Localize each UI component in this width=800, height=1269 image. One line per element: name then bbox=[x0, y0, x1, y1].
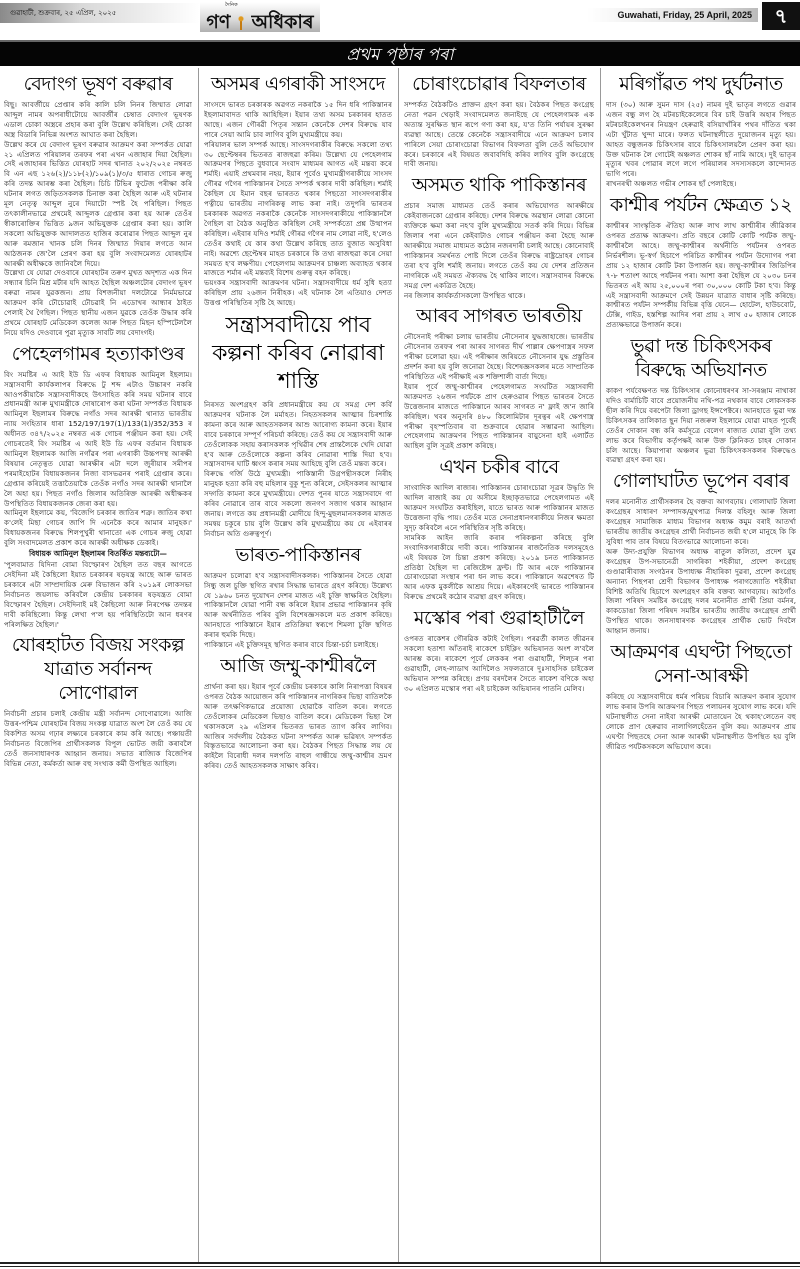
story-paragraph: সামৰিক আইন জাৰি কৰাৰ পৰিকল্পনা কৰিছে বুলি সংবাদিকগৰাকীয়ে দাবী কৰে। পাকিস্তানৰ ৰাজনৈতিক দলসমূহেও এই বিষয়ক লৈ চিন্তা প্ৰকাশ কৰিছে। ২০১৯ চনত পাকিস্তানত প্ৰতিষ্ঠা হৈছিল দা ৰেজিষ্টেন্স ফ্ৰন্ট। টি আৰ এফে পাকিস্তানৰ চোৰাংচোৱা সংস্থাৰ পৰা ধন লাভ কৰে। পাকিস্তানে অৱশেষত টি আৰ এফক মুকলীকৈ আশ্ৰয় দিয়ে। এইকাৰণেই ভাৰতে পাকিস্তানৰ বিৰুদ্ধে প্ৰথমেই কঠোৰ ব্যৱস্থা গ্ৰহণ কৰিছে। bbox=[404, 532, 594, 602]
logo-word-right: অধিকাৰ bbox=[251, 11, 314, 33]
story-paragraph: ইয়াৰ পূৰ্বে জম্মু-কাশ্মীৰৰ পেহেলগামত সংঘটিত সন্ত্ৰাসবাদী আক্ৰমণত ২৬জন পৰ্যটকে প্ৰাণ হেৰুওৱাৰ পিছত ভাৰতৰ সৈতে উত্তেজনাৰ মাজতে পাকিস্তানে আৰব সাগৰত ন' ফ্লাই জ'ন জাৰি কৰিছিল। খবৰ অনুসৰি ৪৮০ কিলোমিটাৰ দূৰত্বৰ এই ক্ষেপণাস্ত্ৰ পৰীক্ষা বৃহস্পতিবাৰ বা শুক্ৰবাৰে হোৱাৰ সম্ভাৱনা আছিল। পেহেলগাম আক্ৰমণৰ পিছত পাকিস্তানৰ বায়ুসেনা হাই এলাৰ্টত আছিল বুলি সূত্ৰই প্ৰকাশ কৰিছে। bbox=[404, 381, 594, 451]
story-paragraph: 'পুলবামাত যিদিনা বোমা বিস্ফোৰণ হৈছিল তত বছৰ আগতে সেইদিনা মই কৈছিলো ইয়াত চৰকাৰৰ ষড়যন্ত্ৰ আছে আৰু ভাৰত চৰকাৰে এটা সাম্প্ৰদায়িক মেৰু বিভাজন কৰি ২০১৯ৰ লোকসভা নিৰ্বাচনত জয়লাভ কৰিবলৈ কেন্দ্ৰীয় চৰকাৰৰ ষড়যন্ত্ৰত বোমা বিস্ফোৰণ হৈছিল। সেইদিনাই মই কৈছিলো আৰু নিৰপেক্ষ তদন্তৰ দাবী কৰিছিলো। কিন্তু লেখা প'ল হয় পৰিস্থিতিটো আন ধৰণৰ পৰিলক্ষিত হৈছিল।' bbox=[4, 560, 192, 629]
headline[interactable]: আৰব সাগৰত ভাৰতীয় bbox=[416, 305, 582, 328]
story-intelligence-failure[interactable] bbox=[404, 72, 594, 169]
logo-tagline: দৈনিক bbox=[225, 2, 238, 8]
story-morigaon-accident[interactable] bbox=[606, 72, 796, 189]
story-paragraph: ওপৰত ৰাকেশৰ গৌৰৱিক কটাই গৈছিল। পৰৱৰ্তী কালত জীৱনৰ সকলো হতাশা আঁতৰাই ৰাকেশে চাইক্লিং অভিযানত অংশ ল'বলৈ আৰম্ভ কৰে। ৰাকেশে পূৰ্বে লেককৰ পৰা গুৱাহাটী, শিল্চৰ পৰা গুৱাহাটী, লেহ-লাডাখ আদিলৈও সফলতাৰে দুঃসাহসিক চাইকেল অভিযান সম্পন্ন কৰিছে। প্ৰণয় বৰদলৈৰ সৈতে ৰাকেশ বণিকে অহা ৩০ এপ্ৰিলত মস্কোৰ পৰা এই চাইকেল অভিযানৰ পাতনি মেলিব। bbox=[404, 634, 594, 693]
story-paragraph: আক্ৰমণ চলোৱা হ'ব সন্ত্ৰাসবাদীসকলক। পাকিস্তানৰ সৈতে হোৱা সিন্ধু জল চুক্তি স্থগিত ৰখাৰ সিদ্ধান্ত ভাৰতে গ্ৰহণ কৰিছে। উল্লেখ্য যে ১৯৬০ চনত দুয়োখন দেশৰ মাজত এই চুক্তি স্বাক্ষৰিত হৈছিল। পাকিস্তানলৈ যোৱা পানী বন্ধ কৰিলে ইয়াৰ প্ৰভাৱ পাকিস্তানৰ কৃষি আৰু অৰ্থনীতিত পৰিব বুলি বিশেষজ্ঞসকলে মত প্ৰকাশ কৰিছে। আনহাতে পাকিস্তানে ইয়াৰ প্ৰতিক্ৰিয়া স্বৰূপে শিমলা চুক্তি স্থগিত কৰাৰ হুমকি দিছে। bbox=[204, 570, 392, 640]
newspaper-logo bbox=[200, 2, 320, 32]
story-paragraph: উল্লেখ্য যে যোৱা দেওবাৰে যোৰহাটৰ তৰুণ মুখত অদৃশ্যত এক দিন সন্ধ্যাৰ চিনি মিশ্ৰ মৰ্টাৰ যদি আহত হৈছিল অঞ্চলটোৰ বেদাংগ ভূষণ বৰুৱা নামৰ যুৱকজন। প্ৰায় বিশজনীয়া দলটোৱে নিৰ্মমভাৱে আক্ৰমণ কৰি ঢৌচোৱাই ঢৌচৱাই নি এডোখৰ আন্ধাৰ ঠাইত পেলাই থৈ গৈছিল। পিছত স্থানীয় এজন যুৱকে তেওঁক উদ্ধাৰ কৰি প্ৰথমে যোৰহাট মেডিকেল কলেজ আৰু পিছত মিছন হস্পিটেললৈ নিয়ে যদিও দেওবাৰে পুৱা মৃত্যুক সাবটি লয় বেদাংগই। bbox=[4, 268, 192, 337]
column-1 bbox=[4, 68, 192, 1263]
headline[interactable]: গোলাঘাটত ভূপেন বৰাৰ bbox=[612, 470, 790, 493]
story-for-a-chair[interactable] bbox=[404, 455, 594, 602]
story-paragraph: বিং সমষ্টিৰ এ আই ইউ ডি এফৰ বিধায়ক আমিনুল ইছলাম। সন্ত্ৰাসবাদী কাৰ্যকলাপৰ বিৰুদ্ধে টু শব্দ এটাও উচ্চাৰণ নকৰি আওপকীয়াকৈ সন্ত্ৰাসবাদীকহে উৎসাহিত কৰি সময় ঘটনাৰ বাবে প্ৰধানমন্ত্ৰী আৰু মুখ্যমন্ত্ৰীকে দোষাৰোপ কৰা ঘটনা সম্পৰ্কত বিধায়ক আমিনুল ইছলামৰ বিৰুদ্ধে নগাঁও সদৰ আৰক্ষী থানাত ভাৰতীয় ন্যায় সংহিতাৰ ধাৰা 152/197/197(1)/133(1)/352/353 ৰ অধীনত ৩৪৭/২০২৫ নম্বৰত এক গোচৰ পঞ্জীয়ন কৰা হয়। সেই গোচৰতেই বিং সমষ্টিৰ এ আই ইউ ডি এফৰ বৰ্তমান বিধায়ক আমিনুল ইছলামক আজি নগাঁৱৰ পৰা এগৰাকী উচ্চপদস্থ আৰক্ষী বিষয়াৰ নেতৃত্বত যোৱা আৰক্ষীৰ এটা দলে জুৰীয়াৰ সমীপৰ পৰমাইহোটৰ বিধায়কজনৰ নিজা বাসভৱনৰ পৰাই গ্ৰেপ্তাৰ কৰে। গ্ৰেপ্তাৰ কৰিয়েই তত্তাতৈয়াকৈ তেওঁক নগাঁও সদৰ আৰক্ষী থানালৈ লৈ অহা হয়। পিছত নগাঁও জিলাৰ অতিৰিক্ত আৰক্ষী অধীক্ষকৰ উপস্থিতিত বিধায়কজনক জেৰা কৰা হয়। bbox=[4, 369, 192, 508]
story-paragraph: নিৰসত অংশগ্ৰহণ কৰি প্ৰধানমন্ত্ৰীয়ে কয় যে সমগ্ৰ দেশ কৰ্বি আক্ৰমণৰ ঘটনাক লৈ মৰ্মাহত। নিহতসকলৰ আত্মাৰ চিৰশান্তি কামনা কৰে আৰু আহতসকলৰ আশু আৰোগ্য কামনা কৰে। ইয়াৰ বাবে চৰকাৰে সম্পূৰ্ণ পৰিচৰ্যা কৰিছে। তেওঁ কয় যে সন্ত্ৰাসবাদী আৰু তেওঁলোকক সহায় কৰাসকলক পৃথিৱীৰ শেষ প্ৰান্তলৈকে খেদি যোৱা হ'ব আৰু তেওঁলোকে কল্পনা কৰিব নোৱাৰা শাস্তি দিয়া হ'ব। সন্ত্ৰাসবাদৰ ঘাটি ধ্বংস কৰাৰ সময় আহিছে বুলি তেওঁ মন্তব্য কৰে। bbox=[204, 400, 392, 469]
story-paragraph: নৰ জিলাৰ কাৰ্যকৰ্তাসকলো উপস্থিত থাকে। bbox=[404, 290, 526, 300]
story-paragraph: বিছু। আবৰ্জীয়ে প্ৰেপ্তাৰ কৰি কালি চলি নিনৰ জিম্মাত লোৱা আব্দুল নামৰ অপৰাধীটোয়ে আবৰ্জীৰ চেম্বাত বেদাংগ ভূষণক এডাল চোকা অস্ত্ৰৰে প্ৰহাৰ কৰা বুলি উল্লেখ কৰিছিল। সেই চোকা অস্ত্ৰ বিডাৰি নিভিন্ন অংশত আঘাত কৰা হৈছিল। bbox=[4, 100, 192, 139]
story-moscow-guwahati[interactable] bbox=[404, 606, 594, 693]
story-paragraph: প্ৰচাৰ সমাজ মাধ্যমত তেওঁ কৰাৰ অভিযোগত আৰক্ষীয়ে কেইবাজনকো গ্ৰেপ্তাৰ কৰিছে। দেশৰ বিৰুদ্ধে অৱস্থান লোৱা কোনো ব্যক্তিকে ক্ষমা কৰা নহ'ব বুলি মুখ্যমন্ত্ৰীয়ে সতৰ্ক কৰি দিয়ে। বিভিন্ন জিলাৰ পৰা এনে কেইবাটাও গোচৰ পঞ্জীয়ন কৰা হৈছে আৰু আৰক্ষীয়ে সমাজ মাধ্যমত কঠোৰ নজৰদাৰী চলাই আছে। কোনোবাই পাকিস্তানৰ সমৰ্থনত পোষ্ট দিলে তেওঁৰ বিৰুদ্ধে ৰাষ্ট্ৰদ্ৰোহৰ গোচৰ তৰা হ'ব বুলি শৰ্মাই জনায়। লগতে তেওঁ কয় যে দেশৰ প্ৰতিজন নাগৰিকে এই সময়ত ঐক্যবদ্ধ হৈ থাকিব লাগে। সন্ত্ৰাসবাদৰ বিৰুদ্ধে সমগ্ৰ দেশ একত্ৰিত হৈছে। bbox=[404, 201, 594, 290]
headline[interactable]: যোৰহাটত বিজয় সংকল্প যাত্ৰাত সৰ্বানন্দ সোণোৱাল bbox=[11, 634, 185, 705]
story-arabian-sea[interactable] bbox=[404, 304, 594, 451]
page-bottom-rule bbox=[0, 1262, 800, 1267]
headline[interactable]: আজি জম্মু-কাশ্মীৰলৈ bbox=[220, 654, 376, 677]
story-paragraph: কৰিছে যে সন্ত্ৰাসবাদীয়ে ধৰ্মৰ পৰিচয় বিচাৰি আক্ৰমণ কৰাৰ সুযোগ লাভ কৰাৰ উপৰি আক্ৰমণৰ পিছত পলায়নৰ সুযোগ লাভ কৰে। যদি ঘটনাস্থলীত সেনা নাইবা আৰক্ষী মোতায়েন হৈ থকাহ'লেতেন বহু লোকে প্ৰাণ হেৰুৱাব নালাগিলহেঁতেন বুলি কয়। আক্ৰমণৰ প্ৰায় এঘণ্টা পিছতহে সেনা আৰু আৰক্ষী ঘটনাস্থলীত উপস্থিত হয় বুলি জীৱিত পৰ্যটকসকলে অভিযোগ কৰে। bbox=[606, 692, 796, 751]
headline[interactable]: সন্ত্ৰাসবাদীয়ে পাব কল্পনা কৰিব নোৱাৰা শাস্তি bbox=[212, 313, 384, 395]
story-paragraph: ৰাখনৰথী অঞ্চলত গভীৰ শোকৰ ছাঁ পেলাইছে। bbox=[606, 179, 737, 189]
story-paragraph: উল্লেখ কৰে যে বেদাংগ ভূষণ বৰুৱাৰ আক্ৰমণ কৰা সম্পৰ্কত যোৱা ২১ এপ্ৰিলত পৰিয়ালৰ তৰফৰ পৰা এখন এজাহাৰ দিয়া হৈছিল। সেই এজাহাৰৰ ভিত্তিত যোৰহাট সদৰ থানাত ২০২/২০২৫ নম্বৰত বি এন এছ ১২৬(২)/১১৮(২)/১০৯(১)/৩/৫ ধাৰাত গোচৰ ৰুজু কৰি তদন্ত আৰম্ভ কৰা হৈছিল। চিচি টিভিৰ ফুটেজ পৰীক্ষা কৰি ঘটনাৰ লগত জড়িতসকলক চিনাক্ত কৰা হৈছিল আৰু এই ঘটনাৰ মূল নেতৃত্ব আব্দুল নুৰে দিয়াটো স্পষ্ট হৈ পৰিছিল। পিছত তৎকালীনভাৱে প্ৰথমেই আব্দুলক গ্ৰেপ্তাৰ কৰা হয় আৰু তেওঁৰ স্বীকাৰোক্তিৰ ভিত্তিত ৯জন অভিযুক্তক গ্ৰেপ্তাৰ কৰা হয়। কালি সকলো অভিযুক্তক আদালতত হাজিৰ কৰোৱাৰ পিছত আব্দুল নুৰ আৰু ৰমজান খানক চলি দিনৰ জিম্মাত দিয়াৰ লগতে আন আঠজনক জে'লৈ প্ৰেৰণ কৰা হয় বুলি সংবাদমেলত যোৰহাটৰ আৰক্ষী অধীক্ষকে জানিবলৈ দিয়ে। bbox=[4, 139, 192, 268]
story-terrorists-punishment[interactable] bbox=[204, 312, 392, 539]
headline[interactable]: চোৰাংচোৱাৰ বিফলতাৰ bbox=[412, 73, 586, 95]
story-pakistan-in-assam[interactable] bbox=[404, 173, 594, 300]
headline[interactable]: আক্ৰমণৰ এঘণ্টা পিছতো সেনা-আৰক্ষী bbox=[610, 641, 792, 688]
story-paragraph: সাংসদে ভাৰত চৰকাৰক অৱগত নকৰাকৈ ১৫ দিন ধৰি পাকিস্তানৰ ইছলামাবাদত থাকি আহিছিল। ইয়াৰ তথ্য অসম চৰকাৰৰ হাতত আছে। এজন গৌৰৱী পিতৃৰ সন্তান কেনেকৈ দেশৰ বিৰুদ্ধে যাব পাৰে সেয়া আমি চাব লাগিব বুলি মুখ্যমন্ত্ৰীয়ে কয়। bbox=[204, 100, 392, 139]
story-paragraph: বিৰুদ্ধে গৰ্জি উঠে মুখ্যমন্ত্ৰী। পাকিস্তানী উগ্ৰপন্থীসকলে নিৰীহ মানুহক হত্যা কৰি বহু মহিলাৰ বুকু শূন্য কৰিলে, সেইসকলৰ আত্মাৰ সদ্গতি কামনা কৰে মুখ্যমন্ত্ৰীয়ে। দেশত পুনৰ যাতে সন্ত্ৰাসবাদে গা কৰিব নোৱাৰে তাৰ বাবে সকলো জনগণ সজাগ থকাৰ আহ্বান জনায়। লগতে কয় প্ৰধানমন্ত্ৰী মোদীয়ে হিন্দু-মুছলমানসকলৰ মাজত সমন্বয় চকুৰে চায় বুলি উল্লেখ কৰি মুখ্যমন্ত্ৰীয়ে কয় যে এইবাৰৰ নিৰ্বাচন অতি গুৰুত্বপূৰ্ণ। bbox=[204, 469, 392, 538]
column-divider bbox=[198, 68, 199, 1263]
story-assam-mp[interactable] bbox=[204, 72, 392, 308]
story-pahalgam-killing[interactable] bbox=[4, 342, 192, 630]
column-4 bbox=[606, 68, 796, 1263]
story-paragraph: পাকিস্তানে এই চুক্তিসমূহ স্থগিত কৰাৰ বাবে চিন্তা-চৰ্চা চলাইছে। bbox=[204, 640, 379, 650]
logo-wordmark bbox=[200, 8, 320, 40]
headline[interactable]: অসমৰ এগৰাকী সাংসদে bbox=[210, 73, 386, 95]
headline[interactable]: পেহেলগামৰ হত্যাকাণ্ডৰ bbox=[11, 342, 185, 365]
logo-word-left: গণ bbox=[206, 11, 231, 33]
story-paragraph: নিৰ্বাচনী প্ৰচাৰ চলাই কেন্দ্ৰীয় মন্ত্ৰী সৰ্বানন্দ সোণোৱালে। আজি উত্তৰ-পশ্চিম যোৰহাটৰ বিজয় সংকল্প যাত্ৰাত অংশ লৈ তেওঁ কয় যে বিকশিত অসম গঢ়াৰ লক্ষ্যৰে চৰকাৰে কাম কৰি আছে। পঞ্চায়তী নিৰ্বাচনত বিজেপিৰ প্ৰাৰ্থীসকলক বিপুল ভোটত জয়ী কৰাবলৈ তেওঁ জনসাধাৰণক আহ্বান জনায়। সভাত ৰাজ্যিক বিজেপিৰ বিভিন্ন নেতা, কৰ্মকৰ্তা আৰু বহু সংখ্যক কৰ্মী উপস্থিত আছিল। bbox=[4, 709, 192, 768]
story-paragraph: সম্পৰ্কত বৈঠকটিও প্ৰাক্তন গ্ৰহণ কৰা হয়। বৈঠকৰ পিছত কংগ্ৰেছ নেতা পৱন খেড়াই সংবাদমেলত জনাইছে যে পেহেলগামক এক অত্যন্ত সুৰক্ষিত স্থান ৰূপে গণ্য কৰা হয়, য'ত তিনি পৰ্যায়ৰ সুৰক্ষা ব্যৱস্থা আছে। তেন্তে কেনেকৈ সন্ত্ৰাসবাদীয়ে এনে আক্ৰমণ চলাব পাৰিলে সেয়া চোৰাংচোৱা বিভাগৰ বিফলতা বুলি তেওঁ অভিযোগ কৰে। চৰকাৰে এই বিষয়ত জবাবদিহি কৰিব লাগিব বুলি কংগ্ৰেছে দাবী জনায়। bbox=[404, 100, 594, 169]
story-paragraph: আমিনুল ইছলামে কয়, 'বিজেপি চৰকাৰ জাতিৰ শত্ৰু। জাতিৰ কথা ক'লেই মিছা গোচৰ জাপি দি এনেকৈ কৰে আমাৰ মানুহক।' বিধায়কজনৰ বিৰুদ্ধে শিলপুখুৰী থানাতো এক গোচৰ ৰুজু হোৱা বুলি সংবাদমেলত প্ৰকাশ কৰে আৰক্ষী অধীক্ষক ডেকাই। bbox=[4, 508, 192, 548]
story-paragraph: দাস (৩০) আৰু সুমন দাস (২৫) নামৰ দুই ভাতৃৰ লগতে গুৱাৰ এজন বন্ধু লগ হৈ মটৰচাইকেলেৰে বিৰ চাই উত্তৰি অহাৰ পিছত মটৰচাইকেলখনৰ নিয়ন্ত্ৰণ হেৰুৱাই বসিয়াখাঁৰিৰ পথৰ দাঁতিত থকা এটা খুঁটাত খুন্দা মাৰে। ফলত ঘটনাস্থলীতে দুয়োজনৰ মৃত্যু হয়। আহত বন্ধুজনক চিকিৎসাৰ বাবে চিকিৎসালয়লৈ প্ৰেৰণ কৰা হয়। উক্ত ঘটনাক লৈ গোটেই অঞ্চলত শোকৰ ছাঁ নামি আহে। দুই ভাতৃৰ মৃত্যুৰ খবৰ পোৱাৰ লগে লগে পৰিয়ালৰ সদস্যসকলে কান্দোনত ভাগি পৰে। bbox=[606, 100, 796, 179]
story-army-police-late[interactable] bbox=[606, 640, 796, 751]
headline[interactable]: বেদাংগ ভূষণ বৰুৱাৰ bbox=[23, 73, 173, 95]
page-number: ৭ bbox=[762, 2, 800, 30]
story-paragraph: নৌসেনাই পৰীক্ষা চলায় ভাৰতীয় নৌসেনাৰ যুদ্ধজাহাজে। ভাৰতীয় নৌসেনাৰ তৰফৰ পৰা আৰব সাগৰত দীৰ্ঘ পাল্লাৰ ক্ষেপণাস্ত্ৰৰ সফল পৰীক্ষা চলোৱা হয়। এই পৰীক্ষাৰ জৰিয়তে নৌসেনাৰ যুদ্ধ প্ৰস্তুতিৰ প্ৰদৰ্শন কৰা হয় বুলি জনোৱা হৈছে। বিশেষজ্ঞসকলৰ মতে সাম্প্ৰতিক পৰিস্থিতিত এই পৰীক্ষাই এক শক্তিশালী বাৰ্তা দিছে। bbox=[404, 332, 594, 382]
masthead bbox=[0, 0, 800, 40]
headline[interactable]: মৰিগাঁৱত পথ দুৰ্ঘটনাত bbox=[619, 73, 783, 95]
date-english: Guwahati, Friday, 25 April, 2025 bbox=[587, 8, 758, 22]
story-fake-dentist[interactable] bbox=[606, 334, 796, 465]
date-assamese: গুৱাহাটী, শুক্ৰবাৰ, ২৫ এপ্ৰিল, ২০২৫ bbox=[0, 3, 200, 23]
headline[interactable]: ভুৱা দন্ত চিকিৎসকৰ বিৰুদ্ধে অভিযানত bbox=[630, 335, 772, 382]
story-paragraph: ভয়ংকৰ সন্ত্ৰাসবাদী আক্ৰমণৰ ঘটনা। সন্ত্ৰাসবাদীয়ে ধৰ্ম সুধি হত্যা কৰিছিল প্ৰায় ২৬জন নিৰীহক। এই ঘটনাক লৈ এতিয়াও দেশত উত্তপ্ত পৰিস্থিতিৰ সৃষ্টি হৈ আছে। bbox=[204, 278, 392, 308]
headline[interactable]: কাশ্মীৰ পৰ্যটন ক্ষেত্ৰত ১২ bbox=[610, 194, 792, 217]
headline[interactable]: অসমত থাকি পাকিস্তানৰ bbox=[411, 174, 587, 197]
column-divider bbox=[600, 68, 601, 1263]
story-paragraph: সাংবাদিক আদিল ৰাজাৰ। পাকিস্তানৰ চোৰাংচোৱা সূত্ৰৰ উদ্ধৃতি দি আদিল ৰাজাই কয় যে অসীমে ইচ্ছাকৃতভাৱে পেহেলগামত এই আক্ৰমণ সংঘটিত কৰাইছিল, যাতে ভাৰত আৰু পাকিস্তানৰ মাজত উত্তেজনা বৃদ্ধি পায়। তেওঁৰ মতে সেনাপ্ৰধানগৰাকীয়ে নিজৰ ক্ষমতা সুদৃঢ় কৰিবলৈ এনে পৰিস্থিতিৰ সৃষ্টি কৰিছে। bbox=[404, 483, 594, 532]
story-paragraph: পৰিয়ালৰ ভাল সম্পৰ্ক আছে। সাংসদগৰাকীৰ বিৰুদ্ধে সকলো তথ্য ৩০ ছেপ্টেম্বৰৰ ভিতৰত ৰাজহুৱা কৰিম। উল্লেখ্য যে পেহেলগাম আক্ৰমণৰ পিছতে বুধবাৰে সংবাদ মাধ্যমৰ আগত এই মন্তব্য কৰে শৰ্মাই। এয়াই প্ৰথমবাৰ নহয়, ইয়াৰ পূৰ্বেও মুখ্যমন্ত্ৰীগৰাকীয়ে সাংসদ গৌৰৱ গগৈৰ পাকিস্তানৰ সৈতে সম্পৰ্ক থকাৰ দাবী কৰিছিল। শৰ্মাই কৈছিল যে ইমান বছৰ ভাৰতত থকাৰ পিছতো সাংসদগৰাকীৰ পত্নীয়ে ভাৰতীয় নাগৰিকত্ব লাভ কৰা নাই। তদুপৰি ভাৰতৰ চৰকাৰক অৱগত নকৰাকৈ কেনেকৈ সাংসদগৰাকীয়ে পাকিস্তানলৈ গৈছিল বা বৈঠক অনুষ্ঠিত কৰিছিল সেই সম্পৰ্কতো প্ৰশ্ন উত্থাপন কৰিছিল। এইবাৰ যদিও শৰ্মাই গৌৰৱ গগৈৰ নাম লোৱা নাই, হ'লেও তেওঁৰ কথাই যে কাৰ কথা উল্লেখ কৰিছে তাত বুজাত অসুবিধা নাই। অৱশ্যে ছেপ্টেম্বৰ মাহত চৰকাৰে কি তথ্য ৰাজহুৱা কৰে সেয়া সময়ত হ'ব লক্ষণীয়। পেহেলগাম আক্ৰমণৰ চাঞ্চল্য অব্যাহত থকাৰ মাজতে শৰ্মাৰ এই মন্তব্যই বিশেষ গুৰুত্ব বহন কৰিছে। bbox=[204, 139, 392, 278]
story-jammu-kashmir-today[interactable] bbox=[204, 654, 392, 771]
story-paragraph: অৰু উদ্য-প্ৰযুক্তি বিভাগৰ অধ্যক্ষ ৰাতুল কলিতা, প্ৰদেশ যুৱ কংগ্ৰেছৰ উপ-সভানেত্ৰী সাগৰিকা শইকীয়া, প্ৰদেশ কংগ্ৰেছ গুণ্ডাৱাৰীবাজ সংগঠনৰ উপাধ্যক্ষ নীহাৰিকা দুৱৰা, প্ৰদেশ কংগ্ৰেছ অন্যান্য পিছপৰা শ্ৰেণী বিভাগৰ উপাধ্যক্ষ পৰাগজ্যোতি শইকীয়া বিশিষ্ট অতিথি হিচাপে অংশগ্ৰহণ কৰি বক্তব্য আগবঢ়ায়। আঠগাঁও জিলা পৰিষদ সমষ্টিৰ কংগ্ৰেছ দলৰ মনোনীত প্ৰাৰ্থী প্ৰিয়া বৰ্মনৰ, কাকডোঙা জিলা পৰিষদ সমষ্টিৰ ভাৰতীয় জাতীয় কংগ্ৰেছৰ প্ৰাৰ্থী উপস্থিত থাকে। জনসাধাৰণক কংগ্ৰেছৰ প্ৰাৰ্থীক ভোট দিবলৈ আহ্বান জনায়। bbox=[606, 546, 796, 636]
column-2 bbox=[204, 68, 392, 1263]
story-paragraph: কাশ্মীৰৰ সাংস্কৃতিক ঐতিহ্য আৰু লাখ লাখ কাশ্মীৰীৰ জীৱিকাৰ ওপৰত প্ৰত্যক্ষ আক্ৰমণ। প্ৰতি বছৰে কোটি কোটি পৰ্যটক জম্মু-কাশ্মীৰলৈ আহে। জম্মু-কাশ্মীৰৰ অৰ্থনীতি পৰ্যটনৰ ওপৰত নিৰ্ভৰশীল। ভূ-স্বৰ্গ হিচাপে পৰিচিত কাশ্মীৰৰ পৰ্যটন উদ্যোগৰ পৰা প্ৰায় ১২ হাজাৰ কোটি টকা উপাৰ্জন হয়। জম্মু-কাশ্মীৰৰ জিডিপিৰ ৭-৮ শতাংশ আহে পৰ্যটনৰ পৰা। আশা কৰা হৈছিল যে ২০৩০ চনৰ ভিতৰত এই আয় ২৫,০০০ৰ পৰা ৩০,০০০ কোটি টকা হ'ব। কিন্তু এই সন্ত্ৰাসবাদী আক্ৰমণে সেই উন্নয়ন যাত্ৰাত বাধাৰ সৃষ্টি কৰিছে। কাশ্মীৰত পৰ্যটন সম্পৰ্কীয় বিভিন্ন বৃত্তি যেনে— হোটেল, হাউচবোট, টেক্সি, গাইড, হস্তশিল্প আদিৰ পৰা প্ৰায় ২ লাখ ৫০ হাজাৰ লোকে প্ৰত্যক্ষভাৱে উপাৰ্জন কৰে। bbox=[606, 221, 796, 330]
headline[interactable]: মস্কোৰ পৰা গুৱাহাটীলৈ bbox=[413, 607, 585, 630]
story-kashmir-tourism[interactable] bbox=[606, 193, 796, 330]
section-title: প্ৰথম পৃষ্ঠাৰ পৰা bbox=[0, 40, 800, 66]
story-paragraph: কাকণ পৰ্যবেক্ষণত দন্ত চিকিৎসাৰ কোনোধৰণৰ সা-সৰঞ্জাম নাথাকা যদিও বাৰ্মাচিটি বাবে প্ৰয়োজনীয় নথি-পত্ৰ নথকাৰ বাবে লোকসকক ছীল কৰি দিয়ে বৰপেটা জিলা ড্ৰাগছ ইন্সপেক্টৰে। আনহাতে ভুৱা দন্ত চিকিৎসকৰ তালিকাত ছুন দিয়া নজৰুল ইছলামে যোৱা মাহত পূৰ্বেই তেওঁৰ দোকান বন্ধ কৰি কৰ্মসূত্ৰে বেলেগ ৰাজ্যত যোৱা বুলি তথ্য লাভ কৰে বিভাগীয় কৰ্তৃপক্ষই আৰু উক্ত ক্লিনিকত চাহৰ দোকান চলি আছে। কিয়াপাৰা অঞ্চলৰ ভুৱা চিকিৎসকসকলৰ বিৰুদ্ধেও ব্যৱস্থা গ্ৰহণ কৰা হয়। bbox=[606, 386, 796, 465]
column-3 bbox=[404, 68, 594, 1263]
story-india-pakistan[interactable] bbox=[204, 543, 392, 650]
column-divider bbox=[398, 68, 399, 1263]
story-bedang-bhushan[interactable] bbox=[4, 72, 192, 338]
story-paragraph: প্ৰাৰ্থনা কৰা হয়। ইয়াৰ পূৰ্বে কেন্দ্ৰীয় চৰকাৰে কালি নিৰাপত্তা বিষয়ৰ ওপৰত বৈঠক আয়োজন কৰি পাকিস্তানৰ নাগৰিকৰ ভিছা বাতিলকৈ আৰু তৎক্ষণিকভাৱে প্ৰয়োজ্য হোৱাকৈ বাতিল কৰে। লগতে তেওঁলোকৰ মেডিকেল ভিছাও বাতিল কৰে। মেডিকেল ভিছা লৈ থকাসকলে ২৯ এপ্ৰিলৰ ভিতৰত ভাৰত ত্যাগ কৰিব লাগিব। আজিৰ সৰ্বদলীয় বৈঠকত ঘটনা সম্পৰ্কত আৰু ভৱিষ্যৎ সম্পৰ্কত বিস্তৃতভাৱে আলোচনা কৰা হয়। বৈঠকৰ পিছত সিদ্ধান্ত লয় যে কাইলৈ বিৰোধী দলৰ দলপতি ৰাহুল গান্ধীয়ে জম্মু-কাশ্মীৰ ভ্ৰমণ কৰিব। তেওঁ আহতসকলক সাক্ষাৎ কৰিব। bbox=[204, 681, 392, 771]
story-subhead: বিধায়ক আমিনুল ইছলামৰ বিতৰ্কিত মন্তব্যটো— bbox=[29, 549, 167, 559]
story-bhupen-bora-golaghat[interactable] bbox=[606, 469, 796, 636]
story-paragraph: দলৰ মনোনীত প্ৰাৰ্থীসকলৰ হৈ বক্তব্য আগবঢ়ায়। গোলাঘাট জিলা কংগ্ৰেছৰ সাধাৰণ সম্পাদক/মুখপাত্ৰ দিলস্ত বহিলুং আৰু জিলা কংগ্ৰেছৰ সামাজিক মাধ্যম বিভাগৰ অধ্যক্ষ কমুম বৰাই আতৰ্খা ভাৰতীয় জাতীয় কংগ্ৰেছৰ প্ৰাৰ্থী নিৰ্বাচনত জয়ী হ'লে মানুহে কি কি সুবিধা পাব তাৰ বিষয়ে বিতংভাৱে আলোচনা কৰে। bbox=[606, 497, 796, 546]
story-sonowal-jorhat[interactable] bbox=[4, 633, 192, 768]
headline[interactable]: এখন চকীৰ বাবে bbox=[439, 456, 559, 479]
headline[interactable]: ভাৰত-পাকিস্তানৰ bbox=[235, 543, 361, 566]
people-icon bbox=[237, 16, 245, 30]
